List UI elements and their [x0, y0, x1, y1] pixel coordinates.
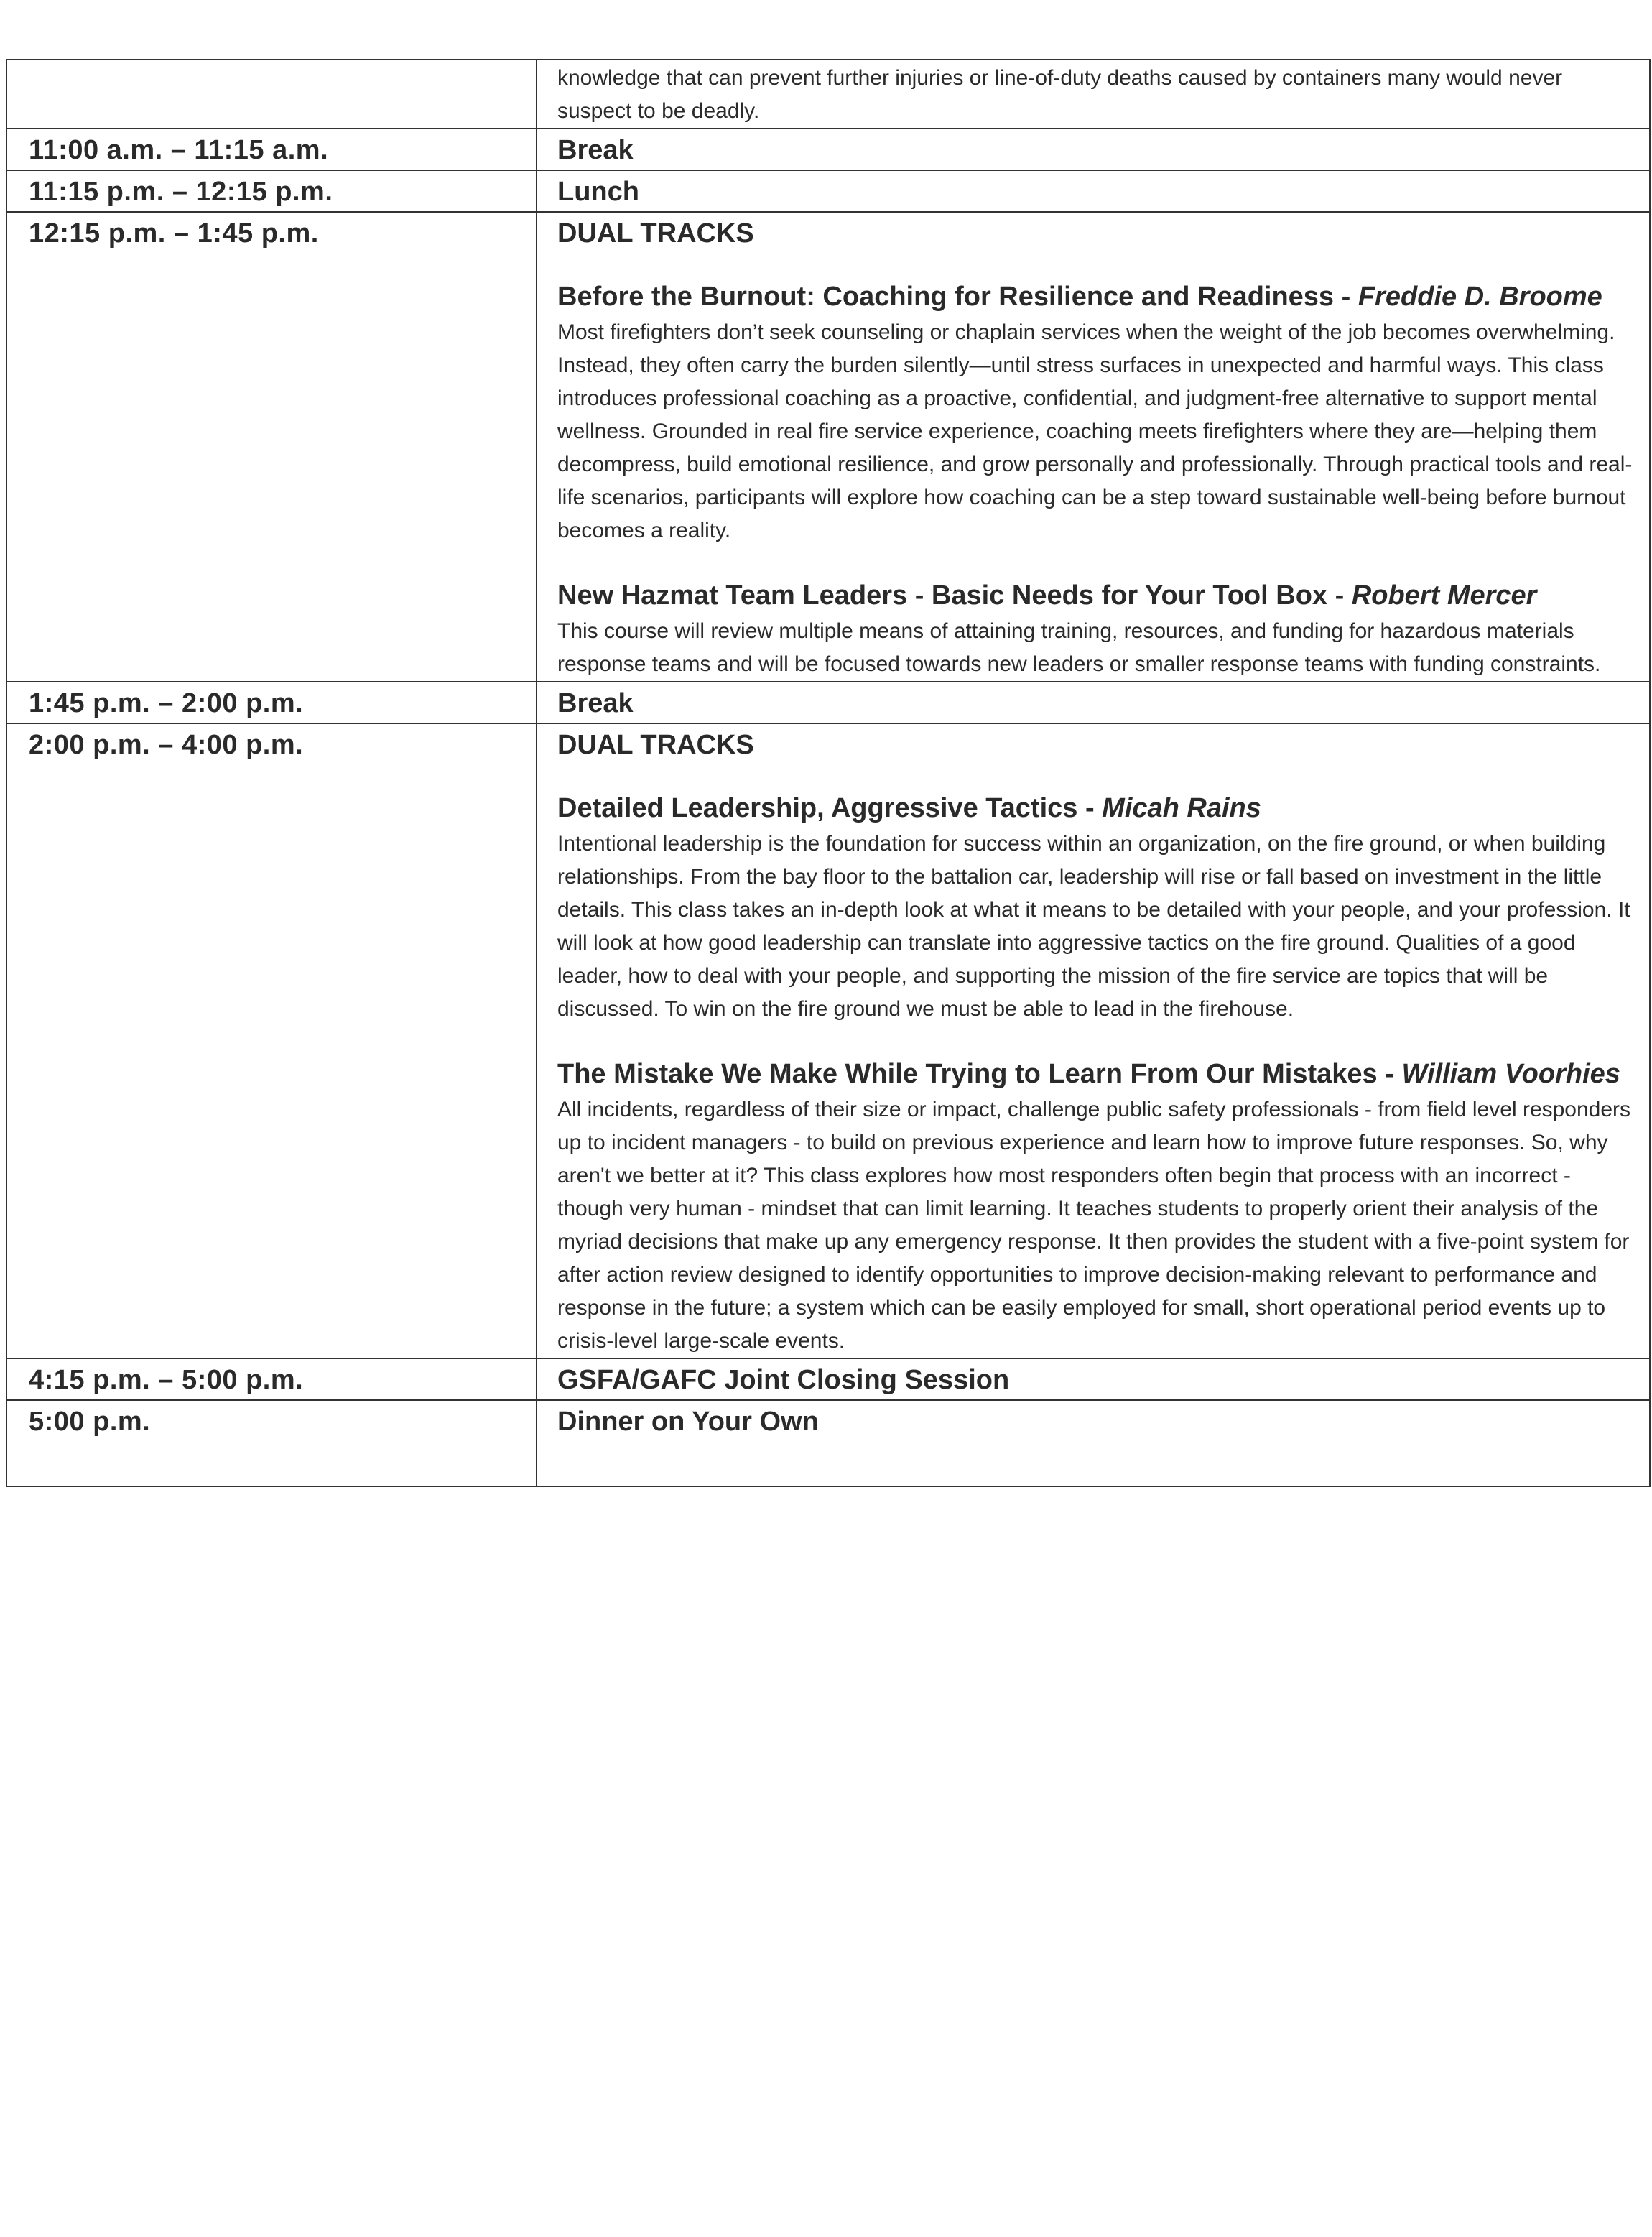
track-speaker: Robert Mercer	[1351, 580, 1537, 611]
schedule-row	[6, 129, 1650, 170]
schedule-row	[6, 60, 1650, 129]
track	[557, 277, 1641, 547]
continued-description: knowledge that can prevent further injuries or line-of-duty deaths caused by containers many would never suspect to be deadly.	[557, 66, 1563, 123]
session-label: DUAL TRACKS	[557, 218, 754, 249]
activity-cell	[537, 723, 1650, 1358]
track-speaker: Micah Rains	[1102, 793, 1261, 823]
time-cell	[6, 682, 537, 723]
track-title	[557, 1055, 1641, 1093]
time-slot: 5:00 p.m.	[29, 1407, 151, 1437]
schedule-row	[6, 212, 1650, 682]
activity-cell	[537, 60, 1650, 129]
session-label: DUAL TRACKS	[557, 730, 754, 760]
activity-cell	[537, 212, 1650, 682]
time-cell	[6, 1358, 537, 1400]
schedule-row	[6, 1358, 1650, 1400]
track	[557, 789, 1641, 1026]
time-cell	[6, 1400, 537, 1486]
track-title	[557, 277, 1641, 316]
track-title	[557, 789, 1641, 828]
schedule-row	[6, 170, 1650, 212]
track-description: Intentional leadership is the foundation for success within an organization, on the fire ground, or when building relationships. From the bay floor to the battalion car, leadership will rise or fall based on investment in the little details. This class takes an in-depth look at what it means to be detailed with your people, and your profession. It will look at how good leadership can translate into aggressive tactics on the fire ground. Qualities of a good leader, how to deal with your people, and supporting the mission of the fire service are topics that will be discussed. To win on the fire ground we must be able to lead in the firehouse.	[557, 832, 1630, 1021]
track-title-text: Detailed Leadership, Aggressive Tactics -	[557, 793, 1103, 823]
track-description: Most firefighters don’t seek counseling or chaplain services when the weight of the job becomes overwhelming. Instead, they often carry the burden silently—until stress surfaces in unexpected and harmful ways. This class introduces professional coaching as a proactive, confidential, and judgment-free alternative to support mental wellness. Grounded in real fire service experience, coaching meets firefighters where they are—helping them decompress, build emotional resilience, and grow personally and professionally. Through practical tools and real-life scenarios, participants will explore how coaching can be a step toward sustainable well-being before burnout becomes a reality.	[557, 320, 1633, 542]
schedule-row	[6, 682, 1650, 723]
session-label: Break	[557, 688, 634, 718]
track	[557, 576, 1641, 681]
track-title	[557, 576, 1641, 615]
time-slot: 12:15 p.m. – 1:45 p.m.	[29, 218, 319, 249]
schedule-row	[6, 723, 1650, 1358]
time-slot: 4:15 p.m. – 5:00 p.m.	[29, 1365, 304, 1395]
time-slot: 11:15 p.m. – 12:15 p.m.	[29, 177, 333, 207]
track-description: All incidents, regardless of their size or impact, challenge public safety professionals - from field level responders up to incident managers - to build on previous experience and learn how to improve future responses. So, why aren't we better at it? This class explores how most responders often begin that process with an incorrect - though very human - mindset that can limit learning. It teaches students to properly orient their analysis of the myriad decisions that make up any emergency response. It then provides the student with a five-point system for after action review designed to identify opportunities to improve decision-making relevant to performance and response in the future; a system which can be easily employed for small, short operational period events up to crisis-level large-scale events.	[557, 1098, 1631, 1353]
track-title-text: New Hazmat Team Leaders - Basic Needs for Your Tool Box -	[557, 580, 1352, 611]
activity-cell	[537, 129, 1650, 170]
schedule-row	[6, 1400, 1650, 1486]
time-slot: 1:45 p.m. – 2:00 p.m.	[29, 688, 304, 718]
track-speaker: Freddie D. Broome	[1358, 282, 1602, 312]
time-slot: 2:00 p.m. – 4:00 p.m.	[29, 730, 304, 760]
activity-cell	[537, 682, 1650, 723]
track-speaker: William Voorhies	[1401, 1059, 1620, 1089]
session-label: Lunch	[557, 177, 639, 207]
track-title-text: The Mistake We Make While Trying to Learn From Our Mistakes -	[557, 1059, 1402, 1089]
track-description: This course will review multiple means of attaining training, resources, and funding for hazardous materials response teams and will be focused towards new leaders or smaller response teams with funding constraints.	[557, 619, 1601, 676]
session-label: Dinner on Your Own	[557, 1407, 819, 1437]
schedule-table	[6, 59, 1651, 1487]
time-cell	[6, 129, 537, 170]
activity-cell	[537, 170, 1650, 212]
track	[557, 1055, 1641, 1358]
time-slot: 11:00 a.m. – 11:15 a.m.	[29, 135, 329, 165]
session-label: GSFA/GAFC Joint Closing Session	[557, 1365, 1010, 1395]
track-title-text: Before the Burnout: Coaching for Resilience and Readiness -	[557, 282, 1358, 312]
activity-cell	[537, 1358, 1650, 1400]
session-label: Break	[557, 135, 634, 165]
time-cell	[6, 212, 537, 682]
time-cell	[6, 723, 537, 1358]
time-cell	[6, 170, 537, 212]
activity-cell	[537, 1400, 1650, 1486]
time-cell	[6, 60, 537, 129]
